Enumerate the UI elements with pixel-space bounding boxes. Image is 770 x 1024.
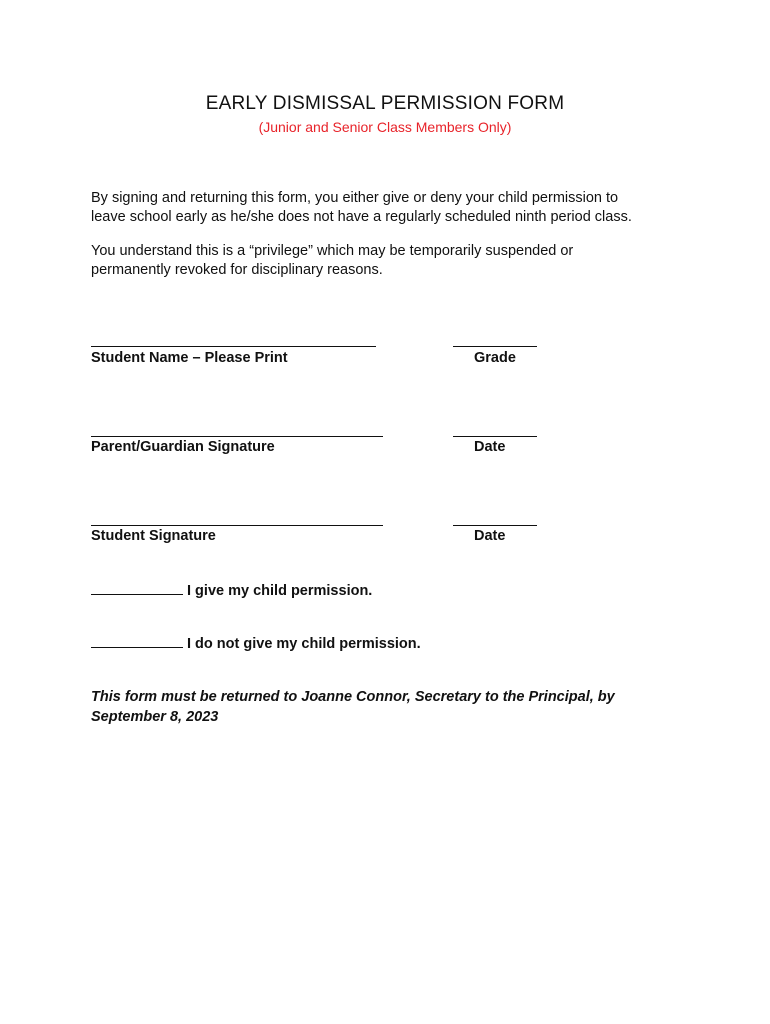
parent-signature-label: Parent/Guardian Signature <box>91 439 275 455</box>
privilege-line: permanently revoked for disciplinary reasons. <box>91 262 383 278</box>
student-name-label: Student Name – Please Print <box>91 350 288 366</box>
give-permission-blank[interactable] <box>91 582 183 595</box>
parent-signature-line[interactable] <box>91 436 383 437</box>
give-permission-option <box>91 582 372 599</box>
grade-line[interactable] <box>453 346 537 347</box>
parent-date-line[interactable] <box>453 436 537 437</box>
privilege-paragraph <box>91 242 691 280</box>
give-permission-label: I give my child permission. <box>187 583 373 599</box>
notice-line: September 8, 2023 <box>91 709 219 725</box>
grade-label: Grade <box>474 350 516 366</box>
student-date-label: Date <box>474 528 506 544</box>
student-signature-label: Student Signature <box>91 528 216 544</box>
deny-permission-blank[interactable] <box>91 635 183 648</box>
form-subtitle: (Junior and Senior Class Members Only) <box>258 119 512 135</box>
student-date-line[interactable] <box>453 525 537 526</box>
parent-date-label: Date <box>474 439 506 455</box>
form-title: EARLY DISMISSAL PERMISSION FORM <box>205 93 565 114</box>
intro-line: leave school early as he/she does not have a regularly scheduled ninth period class. <box>91 209 632 225</box>
student-signature-line[interactable] <box>91 525 383 526</box>
return-notice <box>91 687 691 727</box>
deny-permission-option <box>91 635 421 652</box>
intro-line: By signing and returning this form, you either give or deny your child permission to <box>91 190 619 206</box>
notice-line: This form must be returned to Joanne Connor, Secretary to the Principal, by <box>91 689 615 705</box>
privilege-line: You understand this is a “privilege” which may be temporarily suspended or <box>91 243 574 259</box>
intro-paragraph <box>91 189 691 227</box>
student-name-line[interactable] <box>91 346 376 347</box>
deny-permission-label: I do not give my child permission. <box>187 636 421 652</box>
